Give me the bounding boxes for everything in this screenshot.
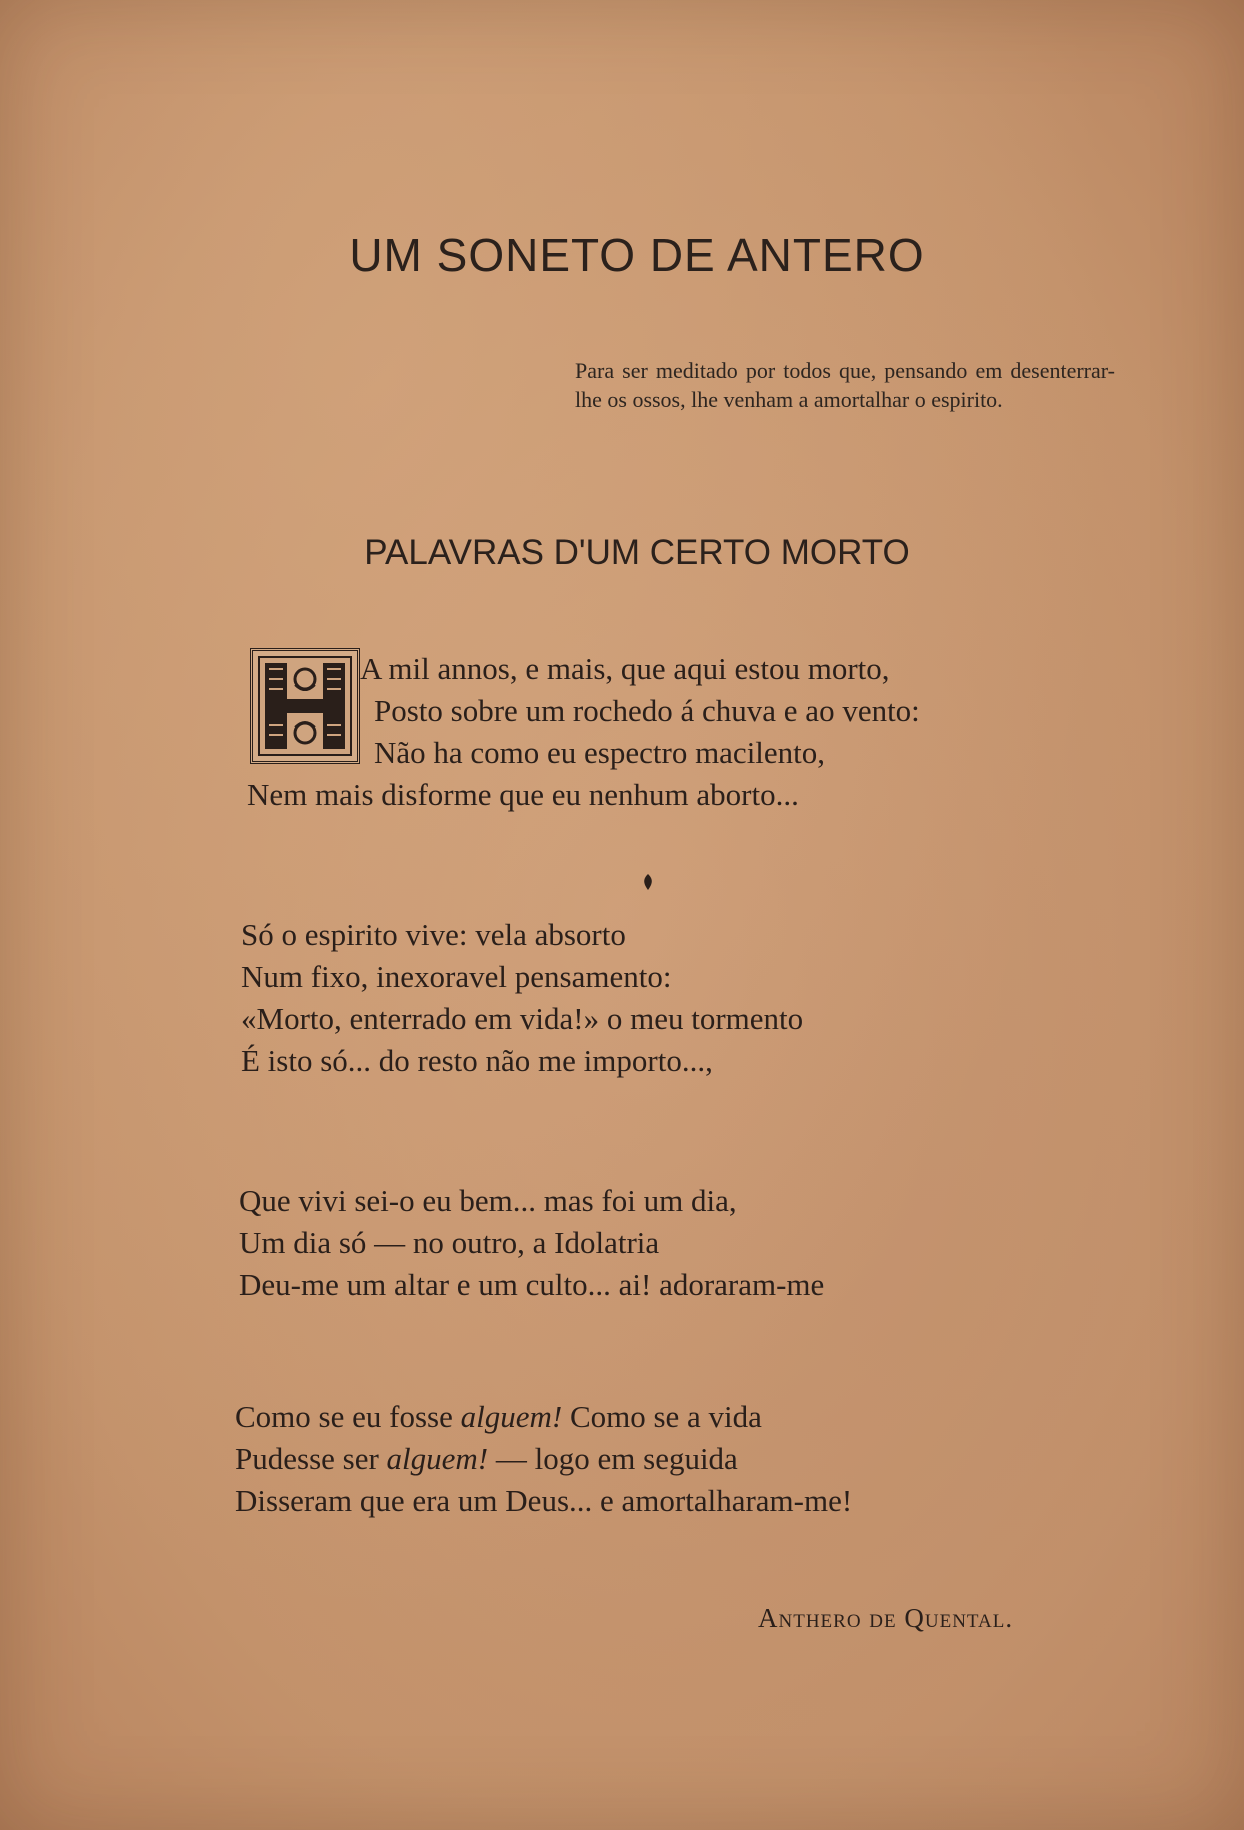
verse-text: Como se eu fosse	[235, 1399, 461, 1434]
stanza-1	[247, 648, 920, 816]
stanza-2	[241, 914, 803, 1082]
verse-line: Não ha como eu espectro macilento,	[374, 735, 826, 770]
verse-line: Só o espirito vive: vela absorto	[241, 917, 626, 952]
verse-line: Num fixo, inexoravel pensamento:	[241, 959, 672, 994]
verse-line: Nem mais disforme que eu nenhum aborto...	[247, 777, 799, 812]
verse-line: A mil annos, e mais, que aqui estou morto,	[360, 651, 890, 686]
verse-text: — logo em seguida	[488, 1441, 738, 1476]
author-signature: Anthero de Quental.	[758, 1603, 1014, 1633]
verse-emphasis: alguem!	[460, 1399, 563, 1434]
verse-line	[235, 1438, 852, 1480]
verse-text: Como se a vida	[562, 1399, 762, 1434]
verse-line: Que vivi sei-o eu bem... mas foi um dia,	[239, 1183, 737, 1218]
poem-title: PALAVRAS D'UM CERTO MORTO	[364, 533, 910, 572]
verse-line: É isto só... do resto não me importo...,	[241, 1043, 713, 1078]
verse-text: Pudesse ser	[235, 1441, 387, 1476]
fleuron-icon	[638, 872, 658, 892]
epigraph: Para ser meditado por todos que, pensando em desenterrar-lhe os ossos, lhe venham a amortalhar o espirito.	[575, 358, 1115, 412]
verse-emphasis: alguem!	[386, 1441, 489, 1476]
verse-line: Disseram que era um Deus... e amortalharam-me!	[235, 1483, 853, 1518]
verse-line: Posto sobre um rochedo á chuva e ao vento:	[374, 693, 920, 728]
page-title: UM SONETO DE ANTERO	[349, 229, 925, 281]
verse-line: Um dia só — no outro, a Idolatria	[239, 1225, 660, 1260]
verse-line	[235, 1396, 852, 1438]
verse-line: Deu-me um altar e um culto... ai! adoraram-me	[239, 1267, 825, 1302]
stanza-3	[239, 1180, 824, 1306]
stanza-4	[235, 1396, 852, 1522]
verse-line: «Morto, enterrado em vida!» o meu tormento	[241, 1001, 804, 1036]
